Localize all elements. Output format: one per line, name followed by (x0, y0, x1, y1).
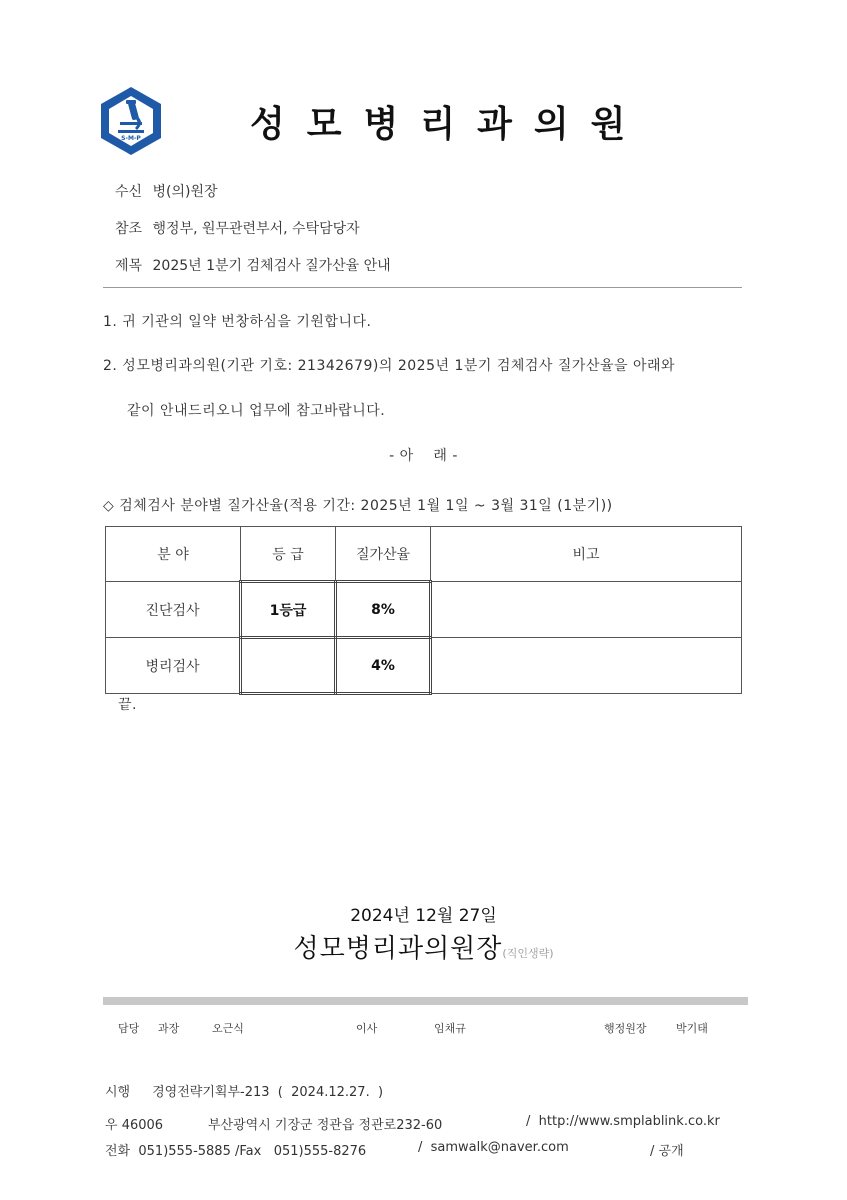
table-caption: ◇ 검체검사 분야별 질가산율(적용 기간: 2025년 1월 1일 ~ 3월 31일 (1분기)) (103, 498, 613, 514)
svg-text:S-M-P: S-M-P (121, 135, 141, 142)
table-row (106, 638, 742, 694)
zip-code: 우 46006 (105, 1118, 164, 1133)
end-mark: 끝. (118, 697, 137, 713)
col-header-field: 분 야 (106, 527, 241, 582)
signature-block (0, 928, 847, 965)
paragraph-2-line-2: 같이 안내드리오니 업무에 참고바랍니다. (127, 403, 386, 419)
disclosure-status: / 공개 (650, 1144, 684, 1159)
approval-role-admin: 행정원장 (604, 1022, 647, 1035)
cell-grade (241, 638, 336, 694)
exec-value: 경영전략기획부-213 ( 2024.12.27. ) (152, 1085, 384, 1100)
below-heading: - 아 래 - (389, 448, 458, 464)
website-link[interactable]: / http://www.smplablink.co.kr (526, 1114, 720, 1129)
col-header-note: 비고 (431, 527, 742, 582)
exec-label: 시행 (105, 1085, 131, 1100)
paragraph-1: 1. 귀 기관의 일약 번창하심을 기원합니다. (103, 314, 372, 330)
reference-value: 행정부, 원무관련부서, 수탁담당자 (152, 221, 360, 237)
recipient-line (115, 181, 218, 201)
footer-divider (103, 997, 748, 1005)
cell-field: 병리검사 (106, 638, 241, 694)
approval-name-admin: 박기태 (676, 1022, 708, 1035)
approval-name-manager: 오근식 (212, 1022, 244, 1035)
col-header-grade: 등 급 (241, 527, 336, 582)
approval-role-manager: 과장 (158, 1022, 180, 1035)
reference-line (115, 218, 360, 238)
issue-date: 2024년 12월 27일 (350, 906, 497, 926)
exec-line (105, 1081, 383, 1100)
subject-line (115, 255, 391, 275)
cell-note (431, 638, 742, 694)
subject-value: 2025년 1분기 검체검사 질가산율 안내 (152, 258, 391, 274)
col-header-rate: 질가산율 (336, 527, 431, 582)
email-link[interactable]: / samwalk@naver.com (418, 1140, 569, 1155)
quality-rate-table (105, 526, 742, 695)
reference-label: 참조 (115, 221, 143, 237)
recipient-value: 병(의)원장 (152, 184, 218, 200)
address: 부산광역시 기장군 정관읍 정관로232-60 (208, 1118, 443, 1133)
signature-title: 성모병리과의원장 (293, 934, 503, 964)
cell-note (431, 582, 742, 638)
cell-field: 진단검사 (106, 582, 241, 638)
paragraph-2-line-1: 2. 성모병리과의원(기관 기호: 21342679)의 2025년 1분기 검체검사 질가산율을 아래와 (103, 358, 676, 374)
smp-logo (96, 84, 166, 158)
recipient-label: 수신 (115, 184, 143, 200)
seal-note: (직인생략) (502, 947, 554, 960)
table-header-row (106, 527, 742, 582)
org-title: 성모병리과의원 (250, 104, 648, 145)
cell-rate: 4% (336, 638, 431, 694)
approval-role-staff: 담당 (118, 1022, 140, 1035)
approval-name-director: 임채규 (434, 1022, 466, 1035)
cell-grade: 1등급 (241, 582, 336, 638)
header-divider (103, 287, 742, 288)
table-row (106, 582, 742, 638)
approval-role-director: 이사 (356, 1022, 378, 1035)
subject-label: 제목 (115, 258, 143, 274)
phone-fax: 전화 051)555-5885 /Fax 051)555-8276 (105, 1144, 367, 1159)
cell-rate: 8% (336, 582, 431, 638)
